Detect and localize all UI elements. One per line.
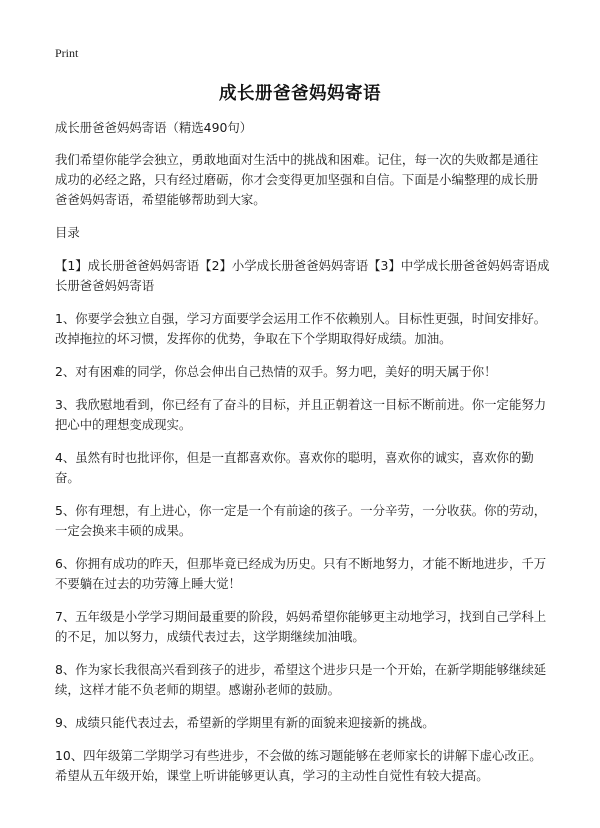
- document-subtitle: 成长册爸爸妈妈寄语（精选490句）: [55, 120, 253, 135]
- list-item: 8、作为家长我很高兴看到孩子的进步，希望这个进步只是一个开始，在新学期能够继续延续，这样才能不负老师的期望。感谢孙老师的鼓励。: [55, 662, 547, 697]
- list-item: 4、虽然有时也批评你，但是一直都喜欢你。喜欢你的聪明，喜欢你的诚实，喜欢你的勤奋。: [55, 450, 534, 485]
- list-item: 2、对有困难的同学，你总会伸出自己热情的双手。努力吧，美好的明天属于你！: [55, 364, 497, 379]
- list-item: 10、四年级第二学期学习有些进步，不会做的练习题能够在老师家长的讲解下虚心改正。希望从五年级开始，课堂上听讲能够更认真，学习的主动性自觉性有较大提高。: [55, 748, 542, 783]
- list-item: 7、五年级是小学学习期间最重要的阶段，妈妈希望你能够更主动地学习，找到自己学科上的不足，加以努力，成绩代表过去，这学期继续加油哦。: [55, 609, 547, 644]
- list-item: 5、你有理想，有上进心，你一定是一个有前途的孩子。一分辛劳，一分收获。你的劳动，一定会换来丰硕的成果。: [55, 503, 547, 538]
- intro-paragraph: 我们希望你能学会独立，勇敢地面对生活中的挑战和困难。记住，每一次的失败都是通往成功的必经之路，只有经过磨砺，你才会变得更加坚强和自信。下面是小编整理的成长册爸爸妈妈寄语，希望能够帮助到大家。: [55, 152, 539, 207]
- page-title: 成长册爸爸妈妈寄语: [219, 84, 381, 104]
- toc-heading: 目录: [55, 225, 80, 240]
- list-item: 6、你拥有成功的昨天，但那毕竟已经成为历史。只有不断地努力，才能不断地进步，千万不要躺在过去的功劳簿上睡大觉！: [55, 556, 547, 591]
- document-body: [55, 118, 550, 799]
- print-label: Print: [55, 46, 79, 60]
- list-item: 3、我欣慰地看到，你已经有了奋斗的目标，并且正朝着这一目标不断前进。你一定能努力把心中的理想变成现实。: [55, 397, 547, 432]
- toc-links[interactable]: 【1】成长册爸爸妈妈寄语【2】小学成长册爸爸妈妈寄语【3】中学成长册爸爸妈妈寄语成长册爸爸妈妈寄语: [55, 258, 550, 293]
- list-item: 9、成绩只能代表过去，希望新的学期里有新的面貌来迎接新的挑战。: [55, 715, 435, 730]
- list-item: 1、你要学会独立自强，学习方面要学会运用工作不依赖别人。目标性更强，时间安排好。改掉拖拉的坏习惯，发挥你的优势，争取在下个学期取得好成绩。加油。: [55, 311, 547, 346]
